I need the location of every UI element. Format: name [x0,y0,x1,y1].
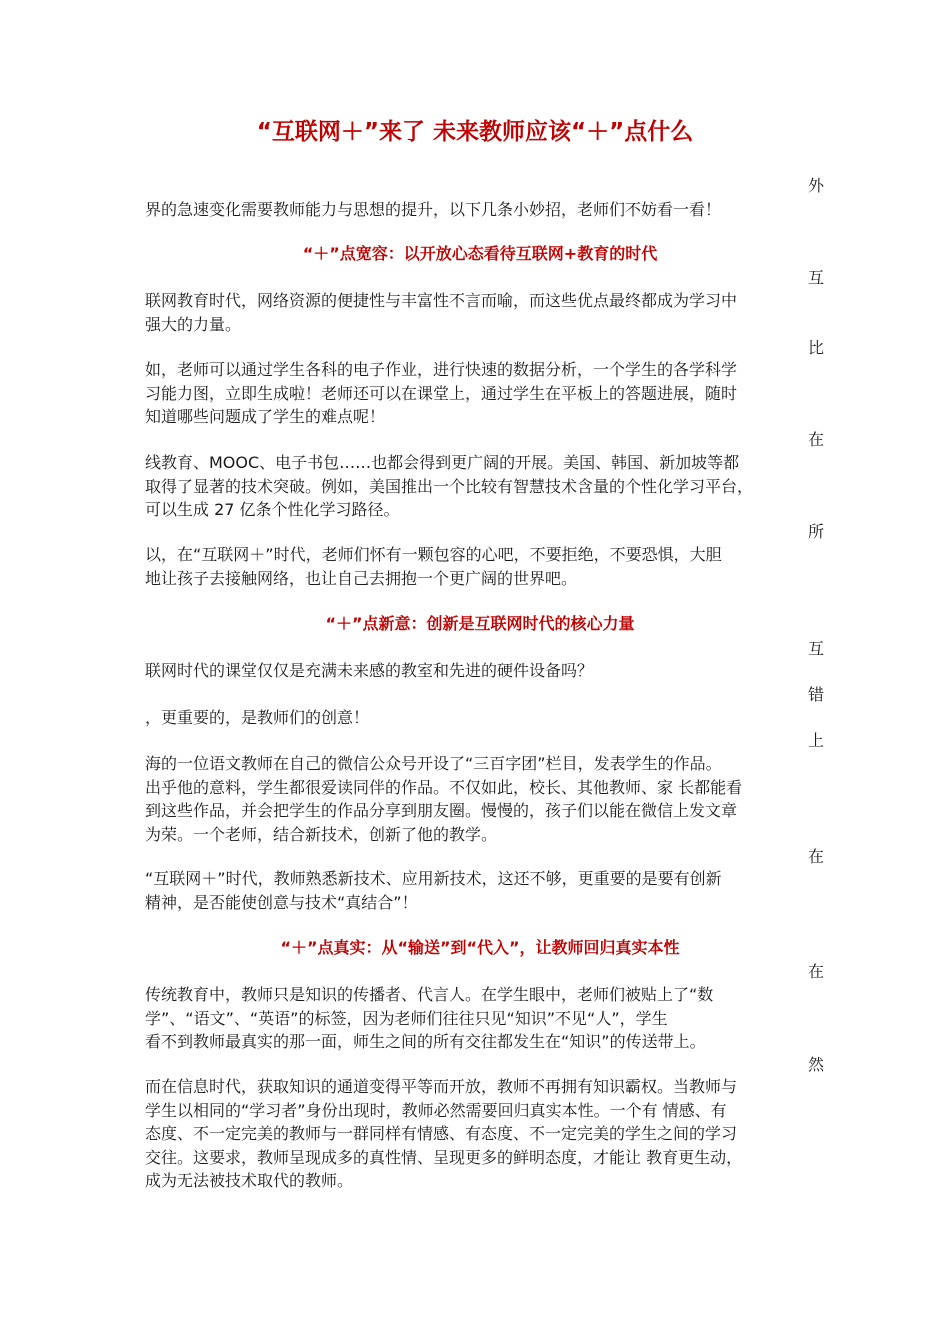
paragraph-line: 取得了显著的技术突破。例如，美国推出一个比较有智慧技术含量的个性化学习平台， [145,476,754,496]
paragraph-line: 以，在“互联网＋”时代，老师们怀有一颗包容的心吧，不要拒绝，不要恐惧，大胆 [145,545,722,564]
paragraph [145,867,805,914]
margin-char: 外 [807,176,824,195]
paragraph-line: 如，老师可以通过学生各科的电子作业，进行快速的数据分析，一个学生的各学科学 [145,360,738,379]
margin-char: 在 [807,962,824,981]
paragraph-line: 看不到教师最真实的那一面，师生之间的所有交往都发生在“知识”的传送带上。 [145,1032,706,1051]
section-heading: “＋”点新意：创新是互联网时代的核心力量 [325,614,635,633]
paragraph-line: 知道哪些问题成了学生的难点呢！ [145,407,386,426]
paragraph-line: 强大的力量。 [145,314,242,334]
paragraph-line: 习能力图，立即生成啦！老师还可以在课堂上，通过学生在平板上的答题进展，随时 [145,383,738,403]
document-title: “互联网＋”来了 未来教师应该“＋”点什么 [256,119,694,145]
paragraph-line: 界的急速变化需要教师能力与思想的提升，以下几条小妙招，老师们不妨看一看！ [145,200,722,219]
paragraph-line: 联网时代的课堂仅仅是充满未来感的教室和先进的硬件设备吗？ [145,661,594,680]
margin-char: 互 [807,639,824,658]
paragraph [145,1075,805,1193]
paragraph [145,543,805,590]
paragraph-line: 联网教育时代，网络资源的便捷性与丰富性不言而喻，而这些优点最终都成为学习中 [145,291,738,310]
paragraph [145,752,805,846]
paragraph-line: 学生以相同的“学习者”身份出现时，教师必然需要回归真实本性。一个有 情感、有 [145,1100,727,1120]
paragraph [145,451,805,522]
paragraph [145,706,805,730]
margin-char: 在 [807,847,824,866]
paragraph-line: 出乎他的意料，学生都很爱读同伴的作品。不仅如此，校长、其他教师、家 长都能看 [145,777,743,797]
paragraph-line: 海的一位语文教师在自己的微信公众号开设了“三百字团”栏目，发表学生的作品。 [145,754,722,773]
paragraph [145,289,805,336]
margin-char: 错 [807,685,824,704]
margin-char: 上 [807,731,824,750]
margin-char: 互 [807,268,824,287]
paragraph-line: “互联网＋”时代，教师熟悉新技术、应用新技术，这还不够，更重要的是要有创新 [145,869,722,888]
paragraph-line: 线教育、MOOC、电子书包……也都会得到更广阔的开展。美国、韩国、新加坡等都 [145,453,740,472]
margin-char: 比 [807,338,824,357]
paragraph-line: 成为无法被技术取代的教师。 [145,1171,354,1190]
paragraph-line: 地让孩子去接触网络，也让自己去拥抱一个更广阔的世界吧。 [145,568,578,588]
paragraph-line: 精神，是否能使创意与技术“真结合”！ [145,892,418,912]
paragraph-line: 态度、不一定完美的教师与一群同样有情感、有态度、不一定完美的学生之间的学习 [145,1124,738,1143]
paragraph-line: 而在信息时代，获取知识的通道变得平等而开放，教师不再拥有知识霸权。当教师与 [145,1077,738,1096]
paragraph-line: 交往。这要求，教师呈现成多的真性情、呈现更多的鲜明态度，才能让 教育更生动， [145,1147,743,1167]
paragraph-line: ，更重要的，是教师们的创意！ [145,708,370,727]
section-heading: “＋”点真实：从“输送”到“代入”，让教师回归真实本性 [280,938,680,957]
margin-char: 所 [807,522,824,541]
margin-char: 在 [807,430,824,449]
paragraph [145,198,805,222]
paragraph [145,659,805,683]
section-heading: “＋”点宽容：以开放心态看待互联网+教育的时代 [302,244,658,263]
paragraph-line: 传统教育中，教师只是知识的传播者、代言人。在学生眼中，老师们被贴上了“数 [145,985,714,1004]
paragraph [145,358,805,429]
paragraph [145,983,805,1054]
paragraph-line: 到这些作品，并会把学生的作品分享到朋友圈。慢慢的，孩子们以能在微信上发文章 [145,801,738,820]
paragraph-line: 学”、“语文”、“英语”的标签，因为老师们往往只见“知识”不见“人”，学生 [145,1008,668,1028]
paragraph-line: 为荣。一个老师，结合新技术，创新了他的教学。 [145,824,498,844]
margin-char: 然 [807,1055,824,1074]
paragraph-line: 可以生成 27 亿条个性化学习路径。 [145,500,400,519]
